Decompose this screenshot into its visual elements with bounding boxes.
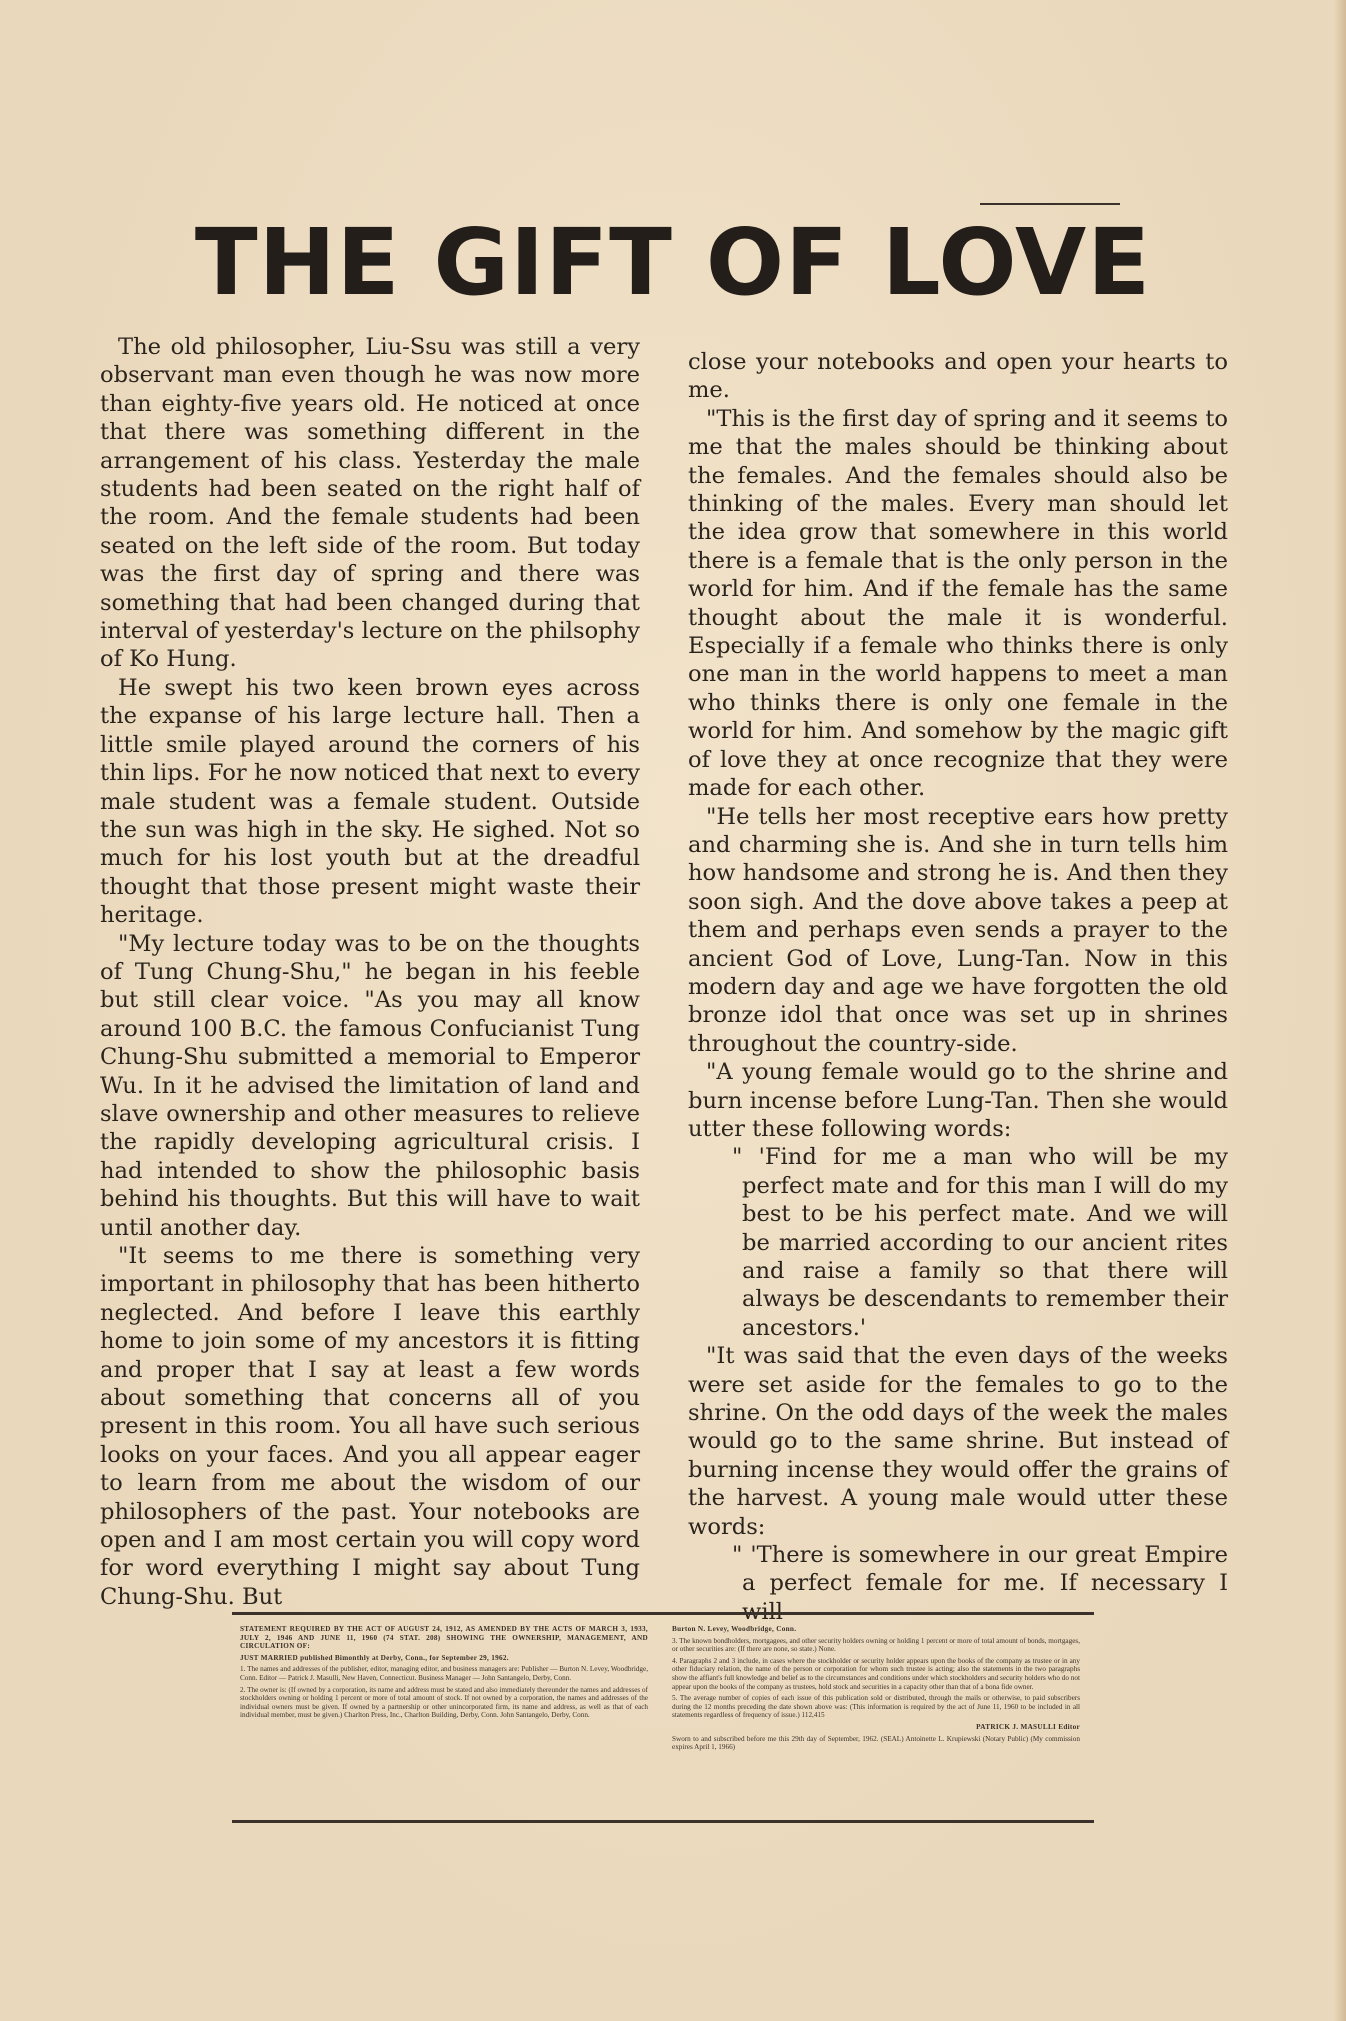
statement-line: 2. The owner is: (If owned by a corporation, its name and address must be stated and also immediately thereunder the names and addresses of stockholders owning or holding 1 percent or more of total amount of stock. If not owned by a corporation, the names and addresses of the individual owners must be given. If owned by a partnership or other unincorporated firm, its name and address, as well as that of each individual member, must be given.) Charlton Press, Inc., Charlton Building, Derby, Conn. John Santangelo, Derby, Conn.: [240, 1685, 648, 1720]
statement-line: 3. The known bondholders, mortgagees, and other security holders owning or holding 1 percent or more of total amount of bonds, mortgages, or other securities are: (If there are none, so state.) None.: [672, 1636, 1080, 1654]
page-edge: [1334, 0, 1346, 2021]
paragraph: "My lecture today was to be on the thoughts of Tung Chung-Shu," he began in his feeble but still clear voice. "As you may all know around 100 B.C. the famous Confucianist Tung Chung-Shu submitted a memorial to Emperor Wu. In it he advised the limitation of land and slave ownership and other measures to relieve the rapidly developing agricultural crisis. I had intended to show the philosophic basis behind his thoughts. But this will have to wait until another day.: [100, 930, 640, 1241]
statement-line: 5. The average number of copies of each issue of this publication sold or distributed, through the mails or otherwise, to paid subscribers during the 12 months preceding the date shown above was: (This information is required by the act of June 11, 1960 to be included in all statements regardless of frequency of issue.) 112,415: [672, 1694, 1080, 1720]
statement-line: 1. The names and addresses of the publisher, editor, managing editor, and business managers are: Publisher — Burton N. Levey, Woodbridge, Conn. Editor — Patrick J. Masulli, New Haven, Connecticut. Business Manager — John Santangelo, Derby, Conn.: [240, 1665, 648, 1682]
paragraph: "It seems to me there is something very important in philosophy that has been hitherto neglected. And before I leave this earthly home to join some of my ancestors it is fitting and proper that I say at least a few words about something that concerns all of you present in this room. You all have such serious looks on your faces. And you all appear eager to learn from me about the wisdom of our philosophers of the past. Your notebooks are open and I am most certain you will copy word for word everything I might say about Tung Chung-Shu. But: [100, 1243, 640, 1610]
paragraph: "It was said that the even days of the weeks were set aside for the females to go to the shrine. On the odd days of the week the males would go to the same shrine. But instead of burning incense they would offer the grains of the harvest. A young male would utter these words:: [688, 1343, 1228, 1540]
right-column: [688, 348, 1228, 1626]
paragraph: "A young female would go to the shrine and burn incense before Lung-Tan. Then she would utter these following words:: [688, 1059, 1228, 1142]
paragraph: "He tells her most receptive ears how pretty and charming she is. And she in turn tells him how handsome and strong he is. And then they soon sigh. And the dove above takes a peep at them and perhaps even sends a prayer to the ancient God of Love, Lung-Tan. Now in this modern day and age we have forgotten the old bronze idol that once was set up in shrines throughout the country-side.: [688, 803, 1228, 1057]
title-rule: [980, 203, 1120, 205]
paragraph: He swept his two keen brown eyes across the expanse of his large lecture hall. Then a little smile played around the corners of his thin lips. For he now noticed that next to every male student was a female student. Outside the sun was high in the sky. He sighed. Not so much for his lost youth but at the dreadful thought that those present might waste their heritage.: [100, 674, 640, 929]
paragraph: "This is the first day of spring and it seems to me that the males should be thinking about the females. And the females should also be thinking of the males. Every man should let the idea grow that somewhere in this world there is a female that is the only person in the world for him. And if the female has the same thought about the male it is wonderful. Especially if a female who thinks there is only one man in the world happens to meet a man who thinks there is only one female in the world for him. And somehow by the magic gift of love they at once recognize that they were made for each other.: [688, 405, 1228, 802]
statement-left: [240, 1625, 648, 1723]
paragraph: close your notebooks and open your hearts to me.: [688, 349, 1228, 404]
statement-line: Burton N. Levey, Woodbridge, Conn.: [672, 1625, 797, 1633]
statement-line: 4. Paragraphs 2 and 3 include, in cases where the stockholder or security holder appears upon the books of the company as trustee or in any other fiduciary relation, the name of the person or corporation for whom such trustee is acting; also the statements in the two paragraphs show the affiant's full knowledge and belief as to the circumstances and conditions under which stockholders and security holders who do not appear upon the books of the company as trustees, hold stock and securities in a capacity other than that of a bona fide owner.: [672, 1656, 1080, 1691]
statement-signature: PATRICK J. MASULLI Editor: [976, 1722, 1080, 1731]
story-title: THE GIFT OF LOVE: [194, 209, 1152, 316]
statement-right: [672, 1625, 1080, 1755]
statement-heading: STATEMENT REQUIRED BY THE ACT OF AUGUST 24, 1912, AS AMENDED BY THE ACTS OF MARCH 3, 1933, JULY 2, 1946 AND JUNE 11, 1960 (74 STAT. 208) SHOWING THE OWNERSHIP, MANAGEMENT, AND CIRCULATION OF:: [240, 1625, 648, 1651]
statement-notary: Sworn to and subscribed before me this 29th day of September, 1962. (SEAL) Antoinette L. Krupiewski (Notary Public) (My commission expires April 1, 1966): [672, 1734, 1080, 1752]
ownership-statement: [232, 1612, 1094, 1823]
quoted-prayer: " 'There is somewhere in our great Empire a perfect female for me. If necessary I will: [732, 1542, 1228, 1625]
statement-line: JUST MARRIED published Bimonthly at Derby, Conn., for September 29, 1962.: [240, 1653, 509, 1662]
quoted-prayer: " 'Find for me a man who will be my perfect mate and for this man I will do my best to be his perfect mate. And we will be married according to our ancient rites and raise a family so that there will always be descendants to remember their ancestors.': [732, 1144, 1228, 1341]
paragraph: The old philosopher, Liu-Ssu was still a very observant man even though he was now more than eighty-five years old. He noticed at once that there was something different in the arrangement of his class. Yesterday the male students had been seated on the right half of the room. And the female students had been seated on the left side of the room. But today was the first day of spring and there was something that had been changed during that interval of yesterday's lecture on the philsophy of Ko Hung.: [100, 334, 640, 673]
left-column: [100, 333, 640, 1611]
